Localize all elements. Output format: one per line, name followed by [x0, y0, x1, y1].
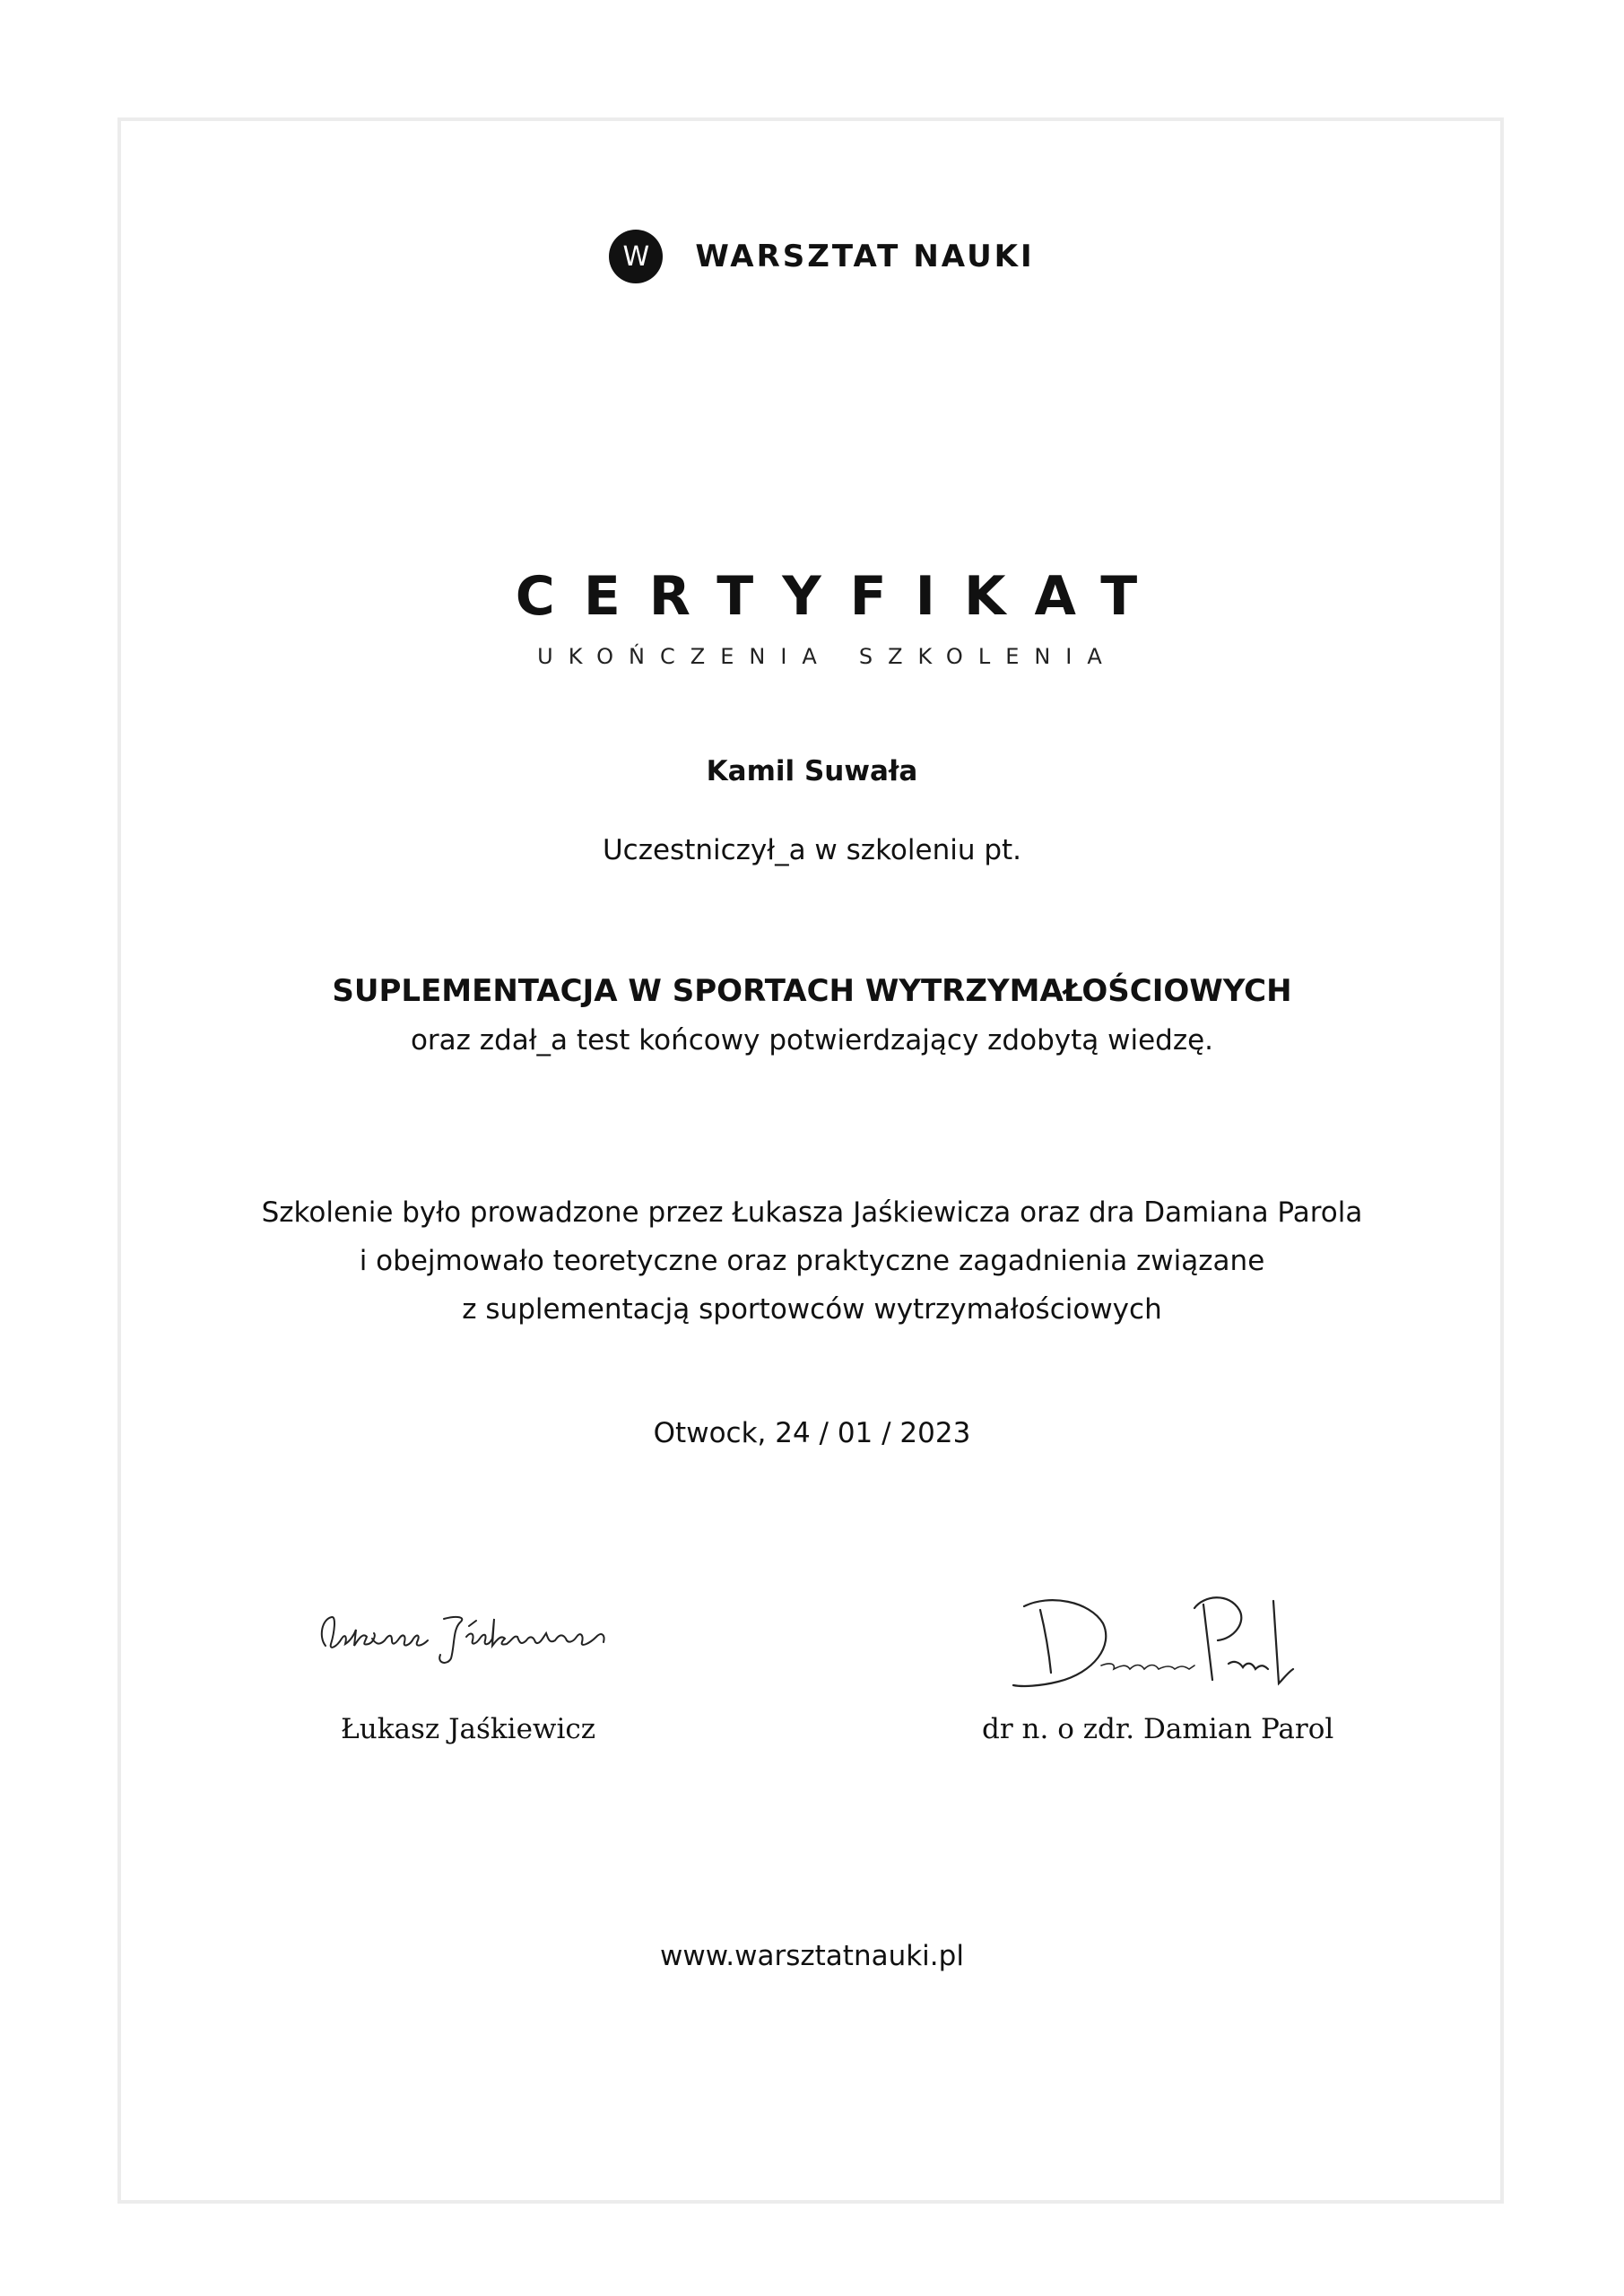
certificate-subtitle	[0, 644, 1624, 669]
description	[0, 1188, 1624, 1334]
logo-mark: W	[609, 230, 663, 283]
logo-word-1: WARSZTAT	[695, 239, 901, 274]
website-link[interactable]: www.warsztatnauki.pl	[660, 1940, 964, 1972]
place-date: Otwock, 24 / 01 / 2023	[653, 1417, 971, 1449]
signature-2-image	[1004, 1583, 1314, 1695]
signature-2-name: dr n. o zdr. Damian Parol	[982, 1713, 1334, 1745]
description-line-1: Szkolenie było prowadzone przez Łukasza Jaśkiewicza oraz dra Damiana Parola	[261, 1196, 1363, 1229]
subtitle-word-2: SZKOLENIA	[858, 644, 1117, 669]
course-title: SUPLEMENTACJA W SPORTACH WYTRZYMAŁOŚCIOWYCH	[332, 973, 1292, 1009]
signature-1-name: Łukasz Jaśkiewicz	[341, 1713, 596, 1745]
logo-text	[695, 239, 1034, 274]
description-line-3: z suplementacją sportowców wytrzymałościowych	[462, 1293, 1162, 1326]
logo-word-2: NAUKI	[913, 239, 1035, 274]
participation-text: Uczestniczył_a w szkoleniu pt.	[602, 834, 1022, 866]
signature-1-image	[309, 1583, 623, 1673]
subtitle-word-1: UKOŃCZENIA	[537, 644, 832, 669]
passed-text: oraz zdał_a test końcowy potwierdzający zdobytą wiedzę.	[410, 1024, 1214, 1057]
description-line-2: i obejmowało teoretyczne oraz praktyczne zagadnienia związane	[359, 1245, 1265, 1277]
certificate-title: CERTYFIKAT	[515, 565, 1167, 628]
recipient-name: Kamil Suwała	[706, 755, 918, 787]
certificate-frame	[117, 117, 1504, 2204]
logo	[0, 230, 1624, 283]
